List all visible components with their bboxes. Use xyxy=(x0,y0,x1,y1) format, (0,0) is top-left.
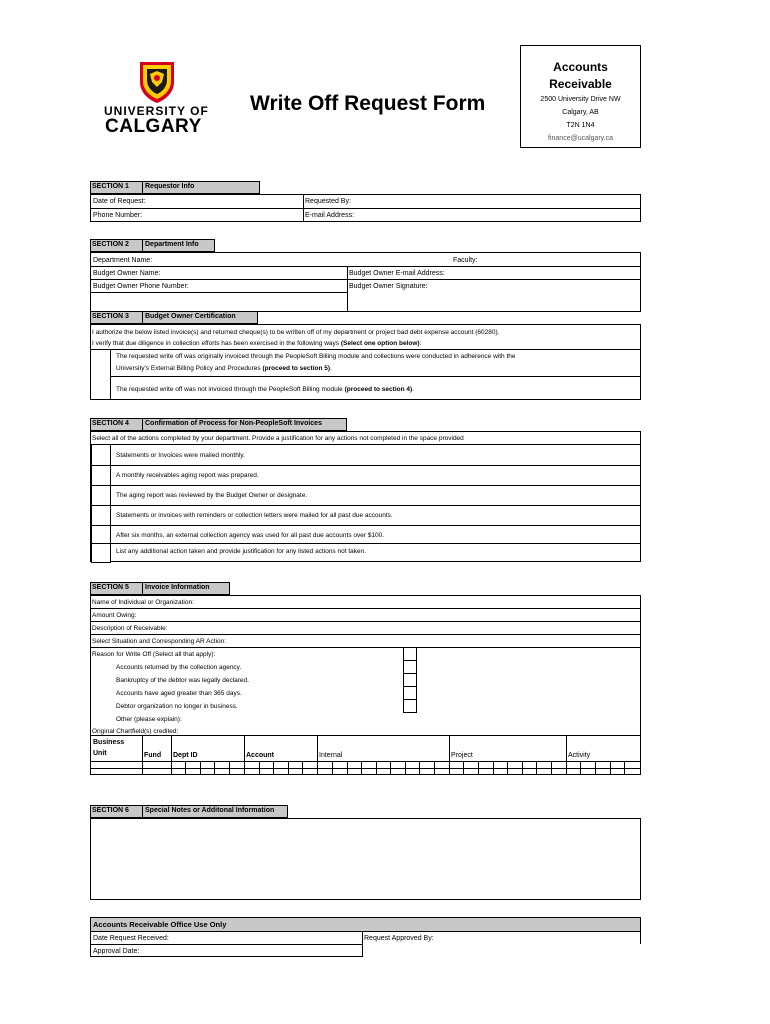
chartfield-grid xyxy=(90,735,641,775)
ar-address-line2: Calgary, AB xyxy=(562,109,599,116)
option-not-peoplesoft-invoiced[interactable] xyxy=(110,376,640,401)
form-title: Write Off Request Form xyxy=(250,92,486,115)
budget-owner-phone-field[interactable]: Budget Owner Phone Number: xyxy=(93,283,189,290)
ar-title-line2: Receivable xyxy=(549,77,612,91)
amount-owing-field[interactable]: Amount Owing: xyxy=(92,612,137,619)
budget-owner-email-field[interactable]: Budget Owner E-mail Address: xyxy=(349,270,445,277)
section3-header xyxy=(90,311,258,324)
request-approved-by-field[interactable]: Request Approved By: xyxy=(364,935,434,942)
reason-checkbox-2[interactable] xyxy=(403,673,417,687)
action5-label: After six months, an external collection agency was used for all past due accounts over $100. xyxy=(116,532,385,539)
business-unit-header-line2: Unit xyxy=(93,750,107,757)
option1-text-line2: University's External Billing Policy and Procedures (proceed to section 5). xyxy=(116,365,332,372)
action1-checkbox[interactable] xyxy=(91,444,111,466)
ar-address-line1: 2500 University Drive NW xyxy=(540,96,621,103)
fund-header: Fund xyxy=(144,752,162,759)
action6-label: List any additional action taken and provide justification for any listed actions not taken. xyxy=(116,548,367,555)
special-notes-textarea[interactable] xyxy=(90,818,641,900)
section4-number: SECTION 4 xyxy=(92,420,129,427)
action5-checkbox[interactable] xyxy=(91,525,111,544)
reason4-label: Debtor organization no longer in business. xyxy=(116,703,238,710)
account-header: Account xyxy=(246,752,274,759)
reason-checkbox-3[interactable] xyxy=(403,686,417,700)
action4-checkbox[interactable] xyxy=(91,505,111,526)
section1-number: SECTION 1 xyxy=(92,183,129,190)
requested-by-field[interactable]: Requested By: xyxy=(305,198,351,205)
section5-title: Invoice Information xyxy=(145,584,210,591)
option1-text-line1: The requested write off was originally invoiced through the PeopleSoft Billing module and collections were conducted in adherence with the xyxy=(116,353,516,360)
section5-table xyxy=(90,595,641,736)
section4-instructions: Select all of the actions completed by your department. Provide a justification for any actions not completed in the space provided xyxy=(92,435,464,442)
section2-header xyxy=(90,239,215,252)
office-use-title: Accounts Receivable Office Use Only xyxy=(93,920,227,929)
action2-label: A monthly receivables aging report was prepared. xyxy=(116,472,259,479)
section2-number: SECTION 2 xyxy=(92,241,129,248)
accounts-receivable-box xyxy=(520,45,641,148)
phone-number-field[interactable]: Phone Number: xyxy=(93,212,143,219)
due-diligence-statement: I verify that due diligence in collection efforts has been exercised in the following ways (Select one option below): xyxy=(92,340,422,347)
university-name-line2: CALGARY xyxy=(105,116,202,137)
budget-owner-signature-field[interactable]: Budget Owner Signature: xyxy=(349,283,428,290)
activity-header: Activity xyxy=(568,752,591,759)
action6-checkbox[interactable] xyxy=(91,543,111,563)
write-off-reason-label: Reason for Write Off (Select all that apply): xyxy=(92,651,216,658)
reason-checkbox-4[interactable] xyxy=(403,699,417,713)
date-of-request-field[interactable]: Date of Request: xyxy=(93,198,146,205)
section4-header xyxy=(90,418,347,431)
situation-ar-action-field[interactable]: Select Situation and Corresponding AR Action: xyxy=(92,638,227,645)
ar-address-line3: T2N 1N4 xyxy=(566,122,595,129)
section6-header xyxy=(90,805,288,818)
action3-checkbox[interactable] xyxy=(91,485,111,506)
option2-text: The requested write off was not invoiced through the PeopleSoft Billing module (proceed to section 4). xyxy=(116,386,414,393)
certification-statement: I authorize the below listed invoice(s) and returned cheque(s) to be written off of my department or project bad debt expense account (60280). xyxy=(92,329,500,336)
university-logo xyxy=(104,60,214,140)
chartfield-label: Original Chartfield(s) credited: xyxy=(92,728,179,735)
organization-name-field[interactable]: Name of Individual or Organization: xyxy=(92,599,194,606)
approval-date-field[interactable]: Approval Date: xyxy=(93,948,140,955)
option-peoplesoft-invoiced[interactable] xyxy=(110,349,640,376)
reason-checkbox-0[interactable] xyxy=(403,647,417,661)
action1-label: Statements or Invoices were mailed monthly. xyxy=(116,452,245,459)
section5-number: SECTION 5 xyxy=(92,584,129,591)
email-address-field[interactable]: E-mail Address: xyxy=(305,212,355,219)
section4-title: Confirmation of Process for Non-PeopleSoft Invoices xyxy=(145,420,322,427)
department-name-field[interactable]: Department Name: xyxy=(93,257,153,264)
ar-email: finance@ucalgary.ca xyxy=(548,135,613,142)
section1-table xyxy=(90,194,641,222)
ar-title-line1: Accounts xyxy=(553,60,608,74)
action3-label: The aging report was reviewed by the Budget Owner or designate. xyxy=(116,492,308,499)
university-name-line1: UNIVERSITY OF xyxy=(104,104,209,118)
action2-checkbox[interactable] xyxy=(91,465,111,486)
section3-title: Budget Owner Certification xyxy=(145,313,236,320)
section6-title: Special Notes or Additonal Information xyxy=(145,807,275,814)
section3-table xyxy=(90,324,641,400)
office-use-mask xyxy=(363,944,643,959)
internal-header: Internal xyxy=(319,752,343,759)
section3-number: SECTION 3 xyxy=(92,313,129,320)
section1-title: Requestor Info xyxy=(145,183,195,190)
section2-title: Department Info xyxy=(145,241,199,248)
section6-number: SECTION 6 xyxy=(92,807,129,814)
action4-label: Statements or invoices with reminders or collection letters were mailed for all past due accounts. xyxy=(116,512,393,519)
budget-owner-name-field[interactable]: Budget Owner Name: xyxy=(93,270,161,277)
reason3-label: Accounts have aged greater than 365 days. xyxy=(116,690,242,697)
reason1-label: Accounts returned by the collection agency. xyxy=(116,664,242,671)
reason-checkbox-1[interactable] xyxy=(403,660,417,674)
project-header: Project xyxy=(451,752,473,759)
crest-icon xyxy=(137,60,177,104)
faculty-field[interactable]: Faculty: xyxy=(453,257,478,264)
section4-table xyxy=(90,431,641,562)
section2-table xyxy=(90,252,641,312)
date-request-received-field[interactable]: Date Request Received: xyxy=(93,935,169,942)
receivable-description-field[interactable]: Description of Receivable: xyxy=(92,625,168,632)
business-unit-header-line1: Business xyxy=(93,739,125,746)
section1-header xyxy=(90,181,260,194)
section5-header xyxy=(90,582,230,595)
reason2-label: Bankruptcy of the debtor was legally declared. xyxy=(116,677,249,684)
reason5-label[interactable]: Other (please explain): xyxy=(116,716,182,723)
dept-id-header: Dept ID xyxy=(173,752,198,759)
